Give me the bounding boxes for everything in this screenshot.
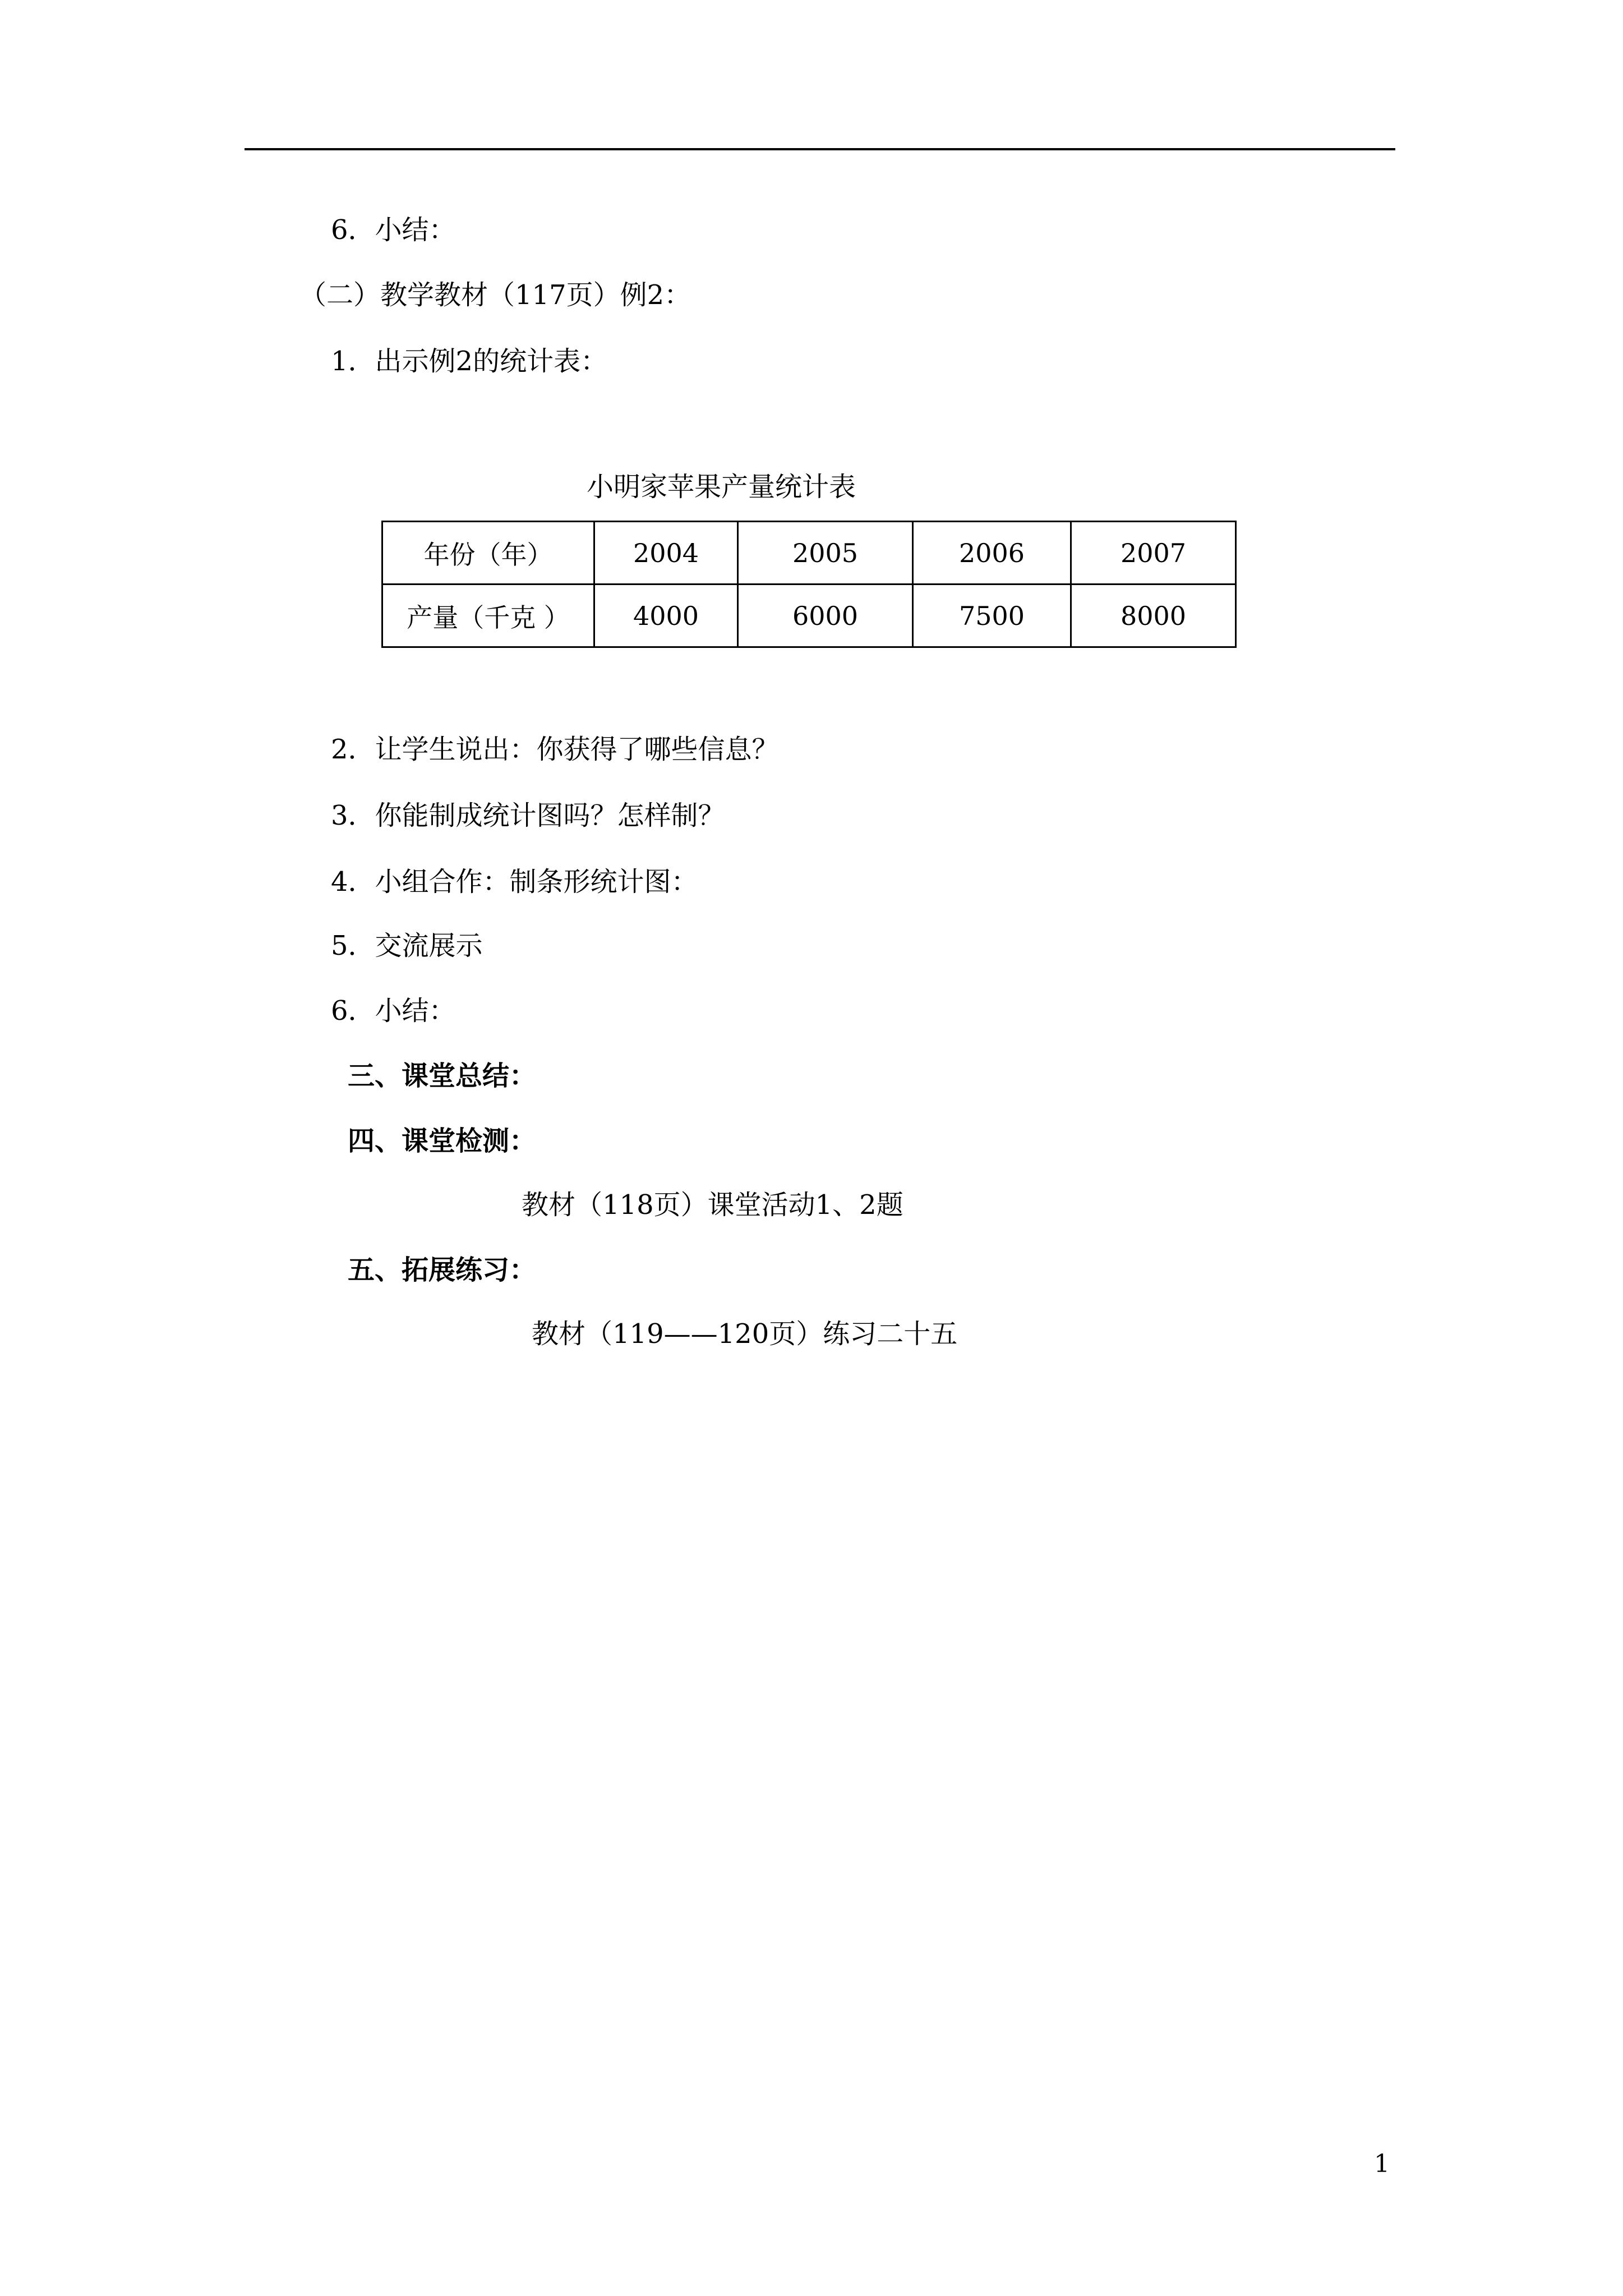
table-cell: 8000 bbox=[1071, 585, 1236, 647]
step-2-line: 2．让学生说出：你获得了哪些信息？ bbox=[331, 734, 779, 765]
table-title: 小明家苹果产量统计表 bbox=[587, 471, 856, 503]
step-1-line: 1．出示例2的统计表： bbox=[331, 346, 608, 377]
page-number: 1 bbox=[1374, 2150, 1390, 2178]
apple-yield-table bbox=[381, 521, 1237, 648]
section-3-heading: 三、课堂总结： bbox=[348, 1060, 537, 1092]
table-row bbox=[382, 522, 1236, 585]
table-cell: 6000 bbox=[738, 585, 913, 647]
step-5-line: 5．交流展示 bbox=[331, 930, 483, 961]
step-4-line: 4．小组合作：制条形统计图： bbox=[331, 866, 698, 898]
summary-line-1: 6．小结： bbox=[331, 214, 456, 246]
table-cell: 年份（年） bbox=[382, 522, 594, 585]
table-cell: 2004 bbox=[594, 522, 738, 585]
section-2-heading: （二）教学教材（117页）例2： bbox=[299, 279, 691, 311]
section-4-text: 教材（118页）课堂活动1、2题 bbox=[522, 1189, 903, 1221]
header-rule bbox=[245, 148, 1395, 150]
summary-line-2: 6．小结： bbox=[331, 995, 456, 1027]
table-row bbox=[382, 585, 1236, 647]
section-5-text: 教材（119——120页）练习二十五 bbox=[532, 1318, 958, 1350]
table-cell: 2006 bbox=[913, 522, 1071, 585]
table-cell: 2007 bbox=[1071, 522, 1236, 585]
section-4-heading: 四、课堂检测： bbox=[348, 1125, 537, 1157]
step-3-line: 3．你能制成统计图吗？怎样制？ bbox=[331, 800, 725, 831]
table-cell: 产量（千克 ） bbox=[382, 585, 594, 647]
table-cell: 7500 bbox=[913, 585, 1071, 647]
table-cell: 2005 bbox=[738, 522, 913, 585]
table-cell: 4000 bbox=[594, 585, 738, 647]
section-5-heading: 五、拓展练习： bbox=[348, 1254, 537, 1286]
